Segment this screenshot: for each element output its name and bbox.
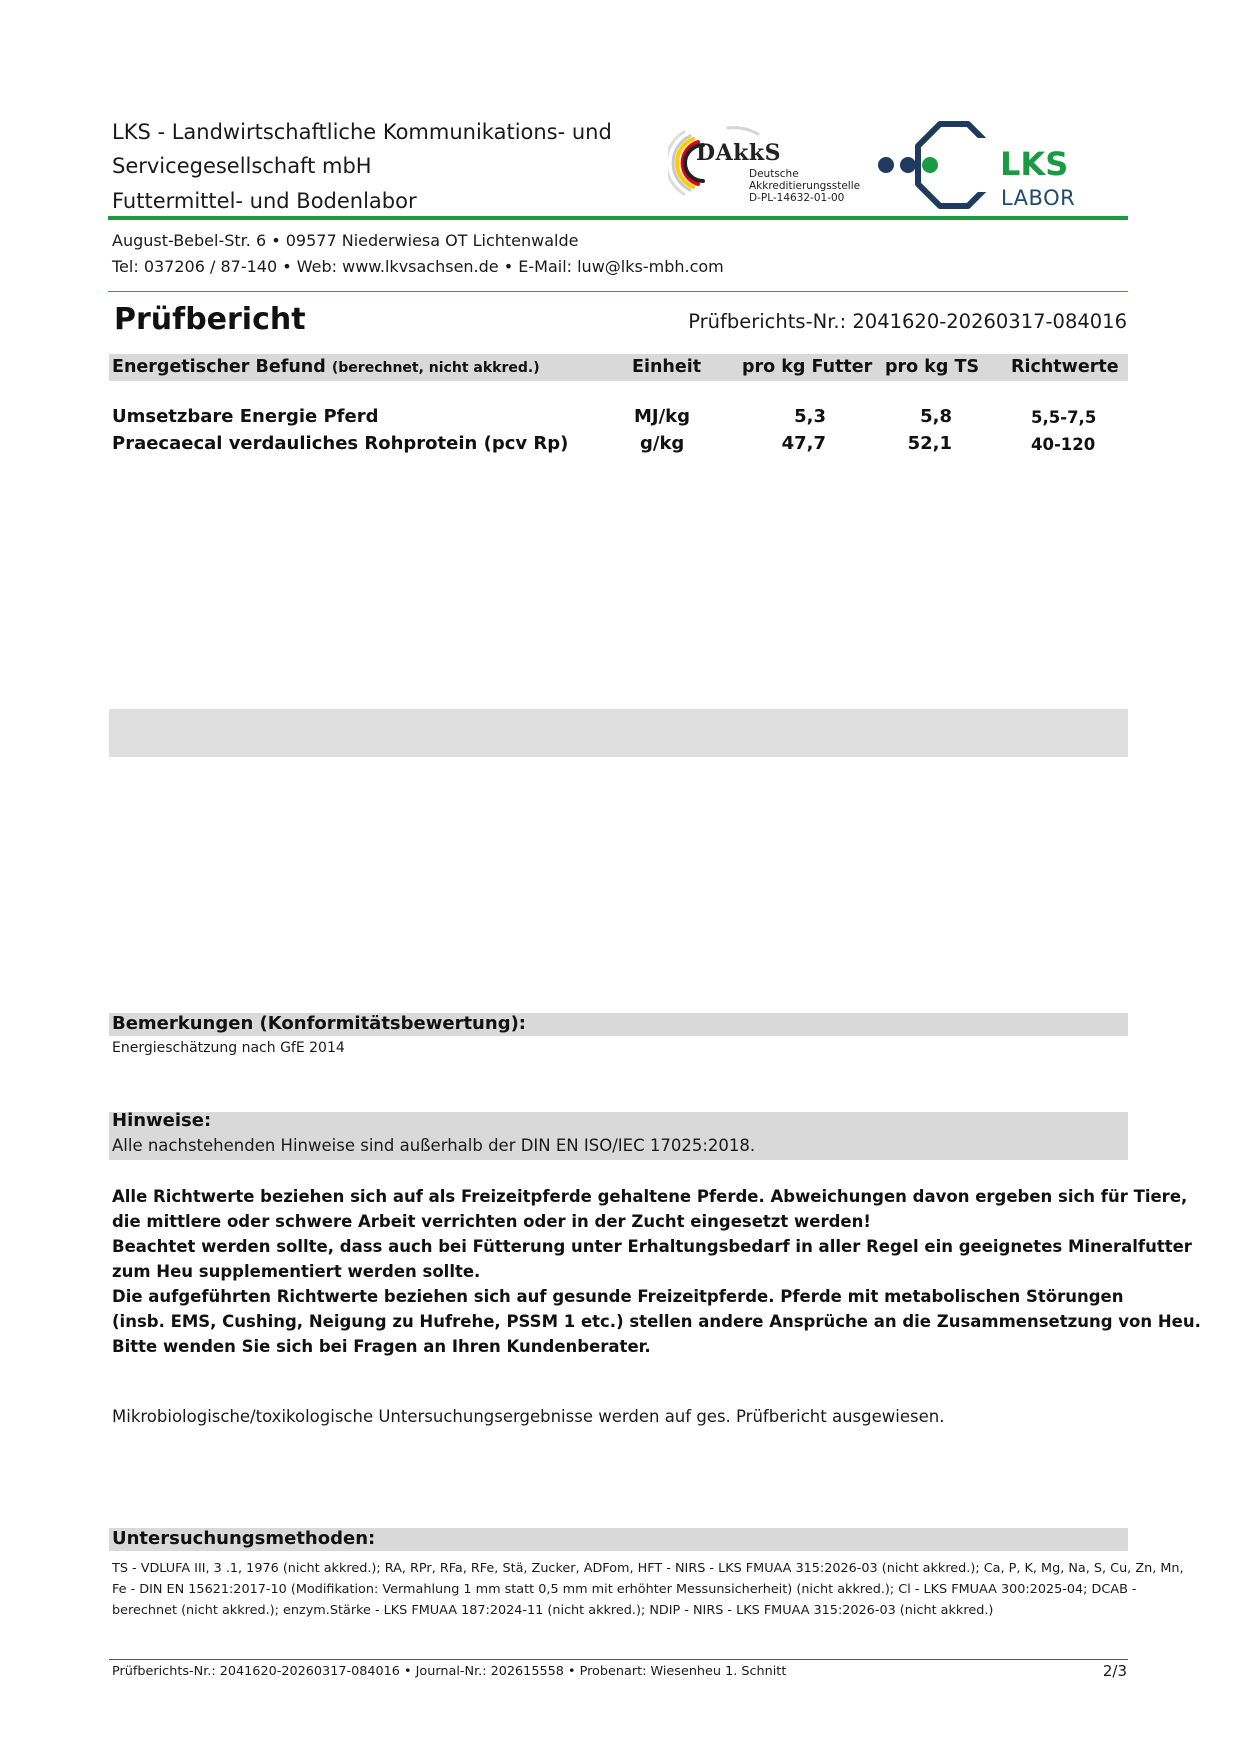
row-per-ts: 5,8 (920, 406, 952, 427)
note-line: Beachtet werden sollte, dass auch bei Fütterung unter Erhaltungsbedarf in aller Regel ein geeignetes Mineralfutter (112, 1237, 1192, 1256)
row-name: Umsetzbare Energie Pferd (112, 406, 379, 427)
page-title: Prüfbericht (114, 302, 306, 337)
row-reference: 5,5-7,5 (1031, 408, 1097, 427)
note-line: die mittlere oder schwere Arbeit verrichten oder in der Zucht eingesetzt werden! (112, 1212, 871, 1231)
notes-block (112, 1184, 1201, 1359)
row-per-feed: 5,3 (794, 406, 826, 427)
dot-icon (922, 157, 938, 173)
row-unit: MJ/kg (634, 406, 691, 427)
contact-line: Tel: 037206 / 87-140 • Web: www.lkvsachsen.de • E-Mail: luw@lks-mbh.com (112, 257, 724, 276)
column-header-per-feed: pro kg Futter (742, 357, 873, 377)
column-header-reference: Richtwerte (1011, 357, 1119, 377)
note-line: Die aufgeführten Richtwerte beziehen sich auf gesunde Freizeitpferde. Pferde mit metabolischen Störungen (112, 1287, 1124, 1306)
remarks-text: Energieschätzung nach GfE 2014 (112, 1040, 345, 1056)
row-unit: g/kg (640, 433, 685, 454)
row-reference: 40-120 (1031, 435, 1096, 454)
microbiology-note: Mikrobiologische/toxikologische Untersuchungsergebnisse werden auf ges. Prüfbericht ausgewiesen. (112, 1407, 945, 1426)
note-line: Alle Richtwerte beziehen sich auf als Freizeitpferde gehaltene Pferde. Abweichungen davon ergeben sich für Tiere, (112, 1187, 1188, 1206)
section-label-text: Energetischer Befund (112, 357, 326, 377)
address-line: August-Bebel-Str. 6 • 09577 Niederwiesa OT Lichtenwalde (112, 231, 579, 250)
column-header-unit: Einheit (632, 357, 702, 377)
methods-title: Untersuchungsmethoden: (112, 1528, 376, 1549)
dot-icon (900, 157, 916, 173)
page-number: 2/3 (1102, 1662, 1127, 1680)
address-divider (108, 291, 1128, 292)
org-department: Futtermittel- und Bodenlabor (112, 189, 417, 213)
remarks-title: Bemerkungen (Konformitätsbewertung): (112, 1013, 526, 1034)
hinweise-title: Hinweise: (112, 1110, 212, 1131)
empty-section-block (109, 709, 1128, 757)
dakks-subtitle (749, 168, 860, 204)
lks-labor-wordmark: LABOR (1001, 186, 1076, 210)
dakks-line2: Akkreditierungsstelle (749, 180, 861, 192)
report-number: Prüfberichts-Nr.: 2041620-20260317-084016 (688, 310, 1127, 333)
dot-icon (878, 157, 894, 173)
dakks-wordmark: DAkkS (696, 140, 782, 166)
header-divider (108, 216, 1128, 220)
hinweise-text: Alle nachstehenden Hinweise sind außerhalb der DIN EN ISO/IEC 17025:2018. (112, 1136, 756, 1155)
methods-line: Fe - DIN EN 15621:2017-10 (Modifikation: Vermahlung 1 mm statt 0,5 mm mit erhöhter Messunsicherheit) (nicht akkred.); Cl - LKS FMUAA 300:2025-04; DCAB - (112, 1582, 1137, 1597)
row-per-feed: 47,7 (781, 433, 826, 454)
footer-divider (109, 1659, 1128, 1660)
table-section-label (112, 357, 540, 377)
dakks-line1: Deutsche (749, 168, 799, 180)
footer-text: Prüfberichts-Nr.: 2041620-20260317-084016 • Journal-Nr.: 202615558 • Probenart: Wiesenheu 1. Schnitt (112, 1664, 787, 1679)
row-name: Praecaecal verdauliches Rohprotein (pcv Rp) (112, 433, 569, 454)
org-name-line2: Servicegesellschaft mbH (112, 154, 372, 178)
column-header-per-ts: pro kg TS (885, 357, 980, 377)
section-label-note: (berechnet, nicht akkred.) (331, 360, 540, 376)
note-line: Bitte wenden Sie sich bei Fragen an Ihren Kundenberater. (112, 1337, 651, 1356)
lks-wordmark: LKS (1000, 145, 1069, 183)
dakks-accreditation-number: D-PL-14632-01-00 (749, 192, 845, 204)
methods-line: berechnet (nicht akkred.); enzym.Stärke - LKS FMUAA 187:2024-11 (nicht akkred.); NDIP - NIRS - LKS FMUAA 315:2026-03 (nicht akkred.) (112, 1603, 994, 1618)
org-name-line1: LKS - Landwirtschaftliche Kommunikations- und (112, 120, 612, 144)
row-per-ts: 52,1 (907, 433, 952, 454)
methods-line: TS - VDLUFA III, 3 .1, 1976 (nicht akkred.); RA, RPr, RFa, RFe, Stä, Zucker, ADFom, HFT - NIRS - LKS FMUAA 315:2026-03 (nicht akkred.); Ca, P, K, Mg, Na, S, Cu, Zn, Mn, (112, 1561, 1184, 1576)
note-line: (insb. EMS, Cushing, Neigung zu Hufrehe, PSSM 1 etc.) stellen andere Ansprüche an die Zusammensetzung von Heu. (112, 1312, 1201, 1331)
note-line: zum Heu supplementiert werden sollte. (112, 1262, 481, 1281)
methods-text (112, 1558, 1184, 1621)
